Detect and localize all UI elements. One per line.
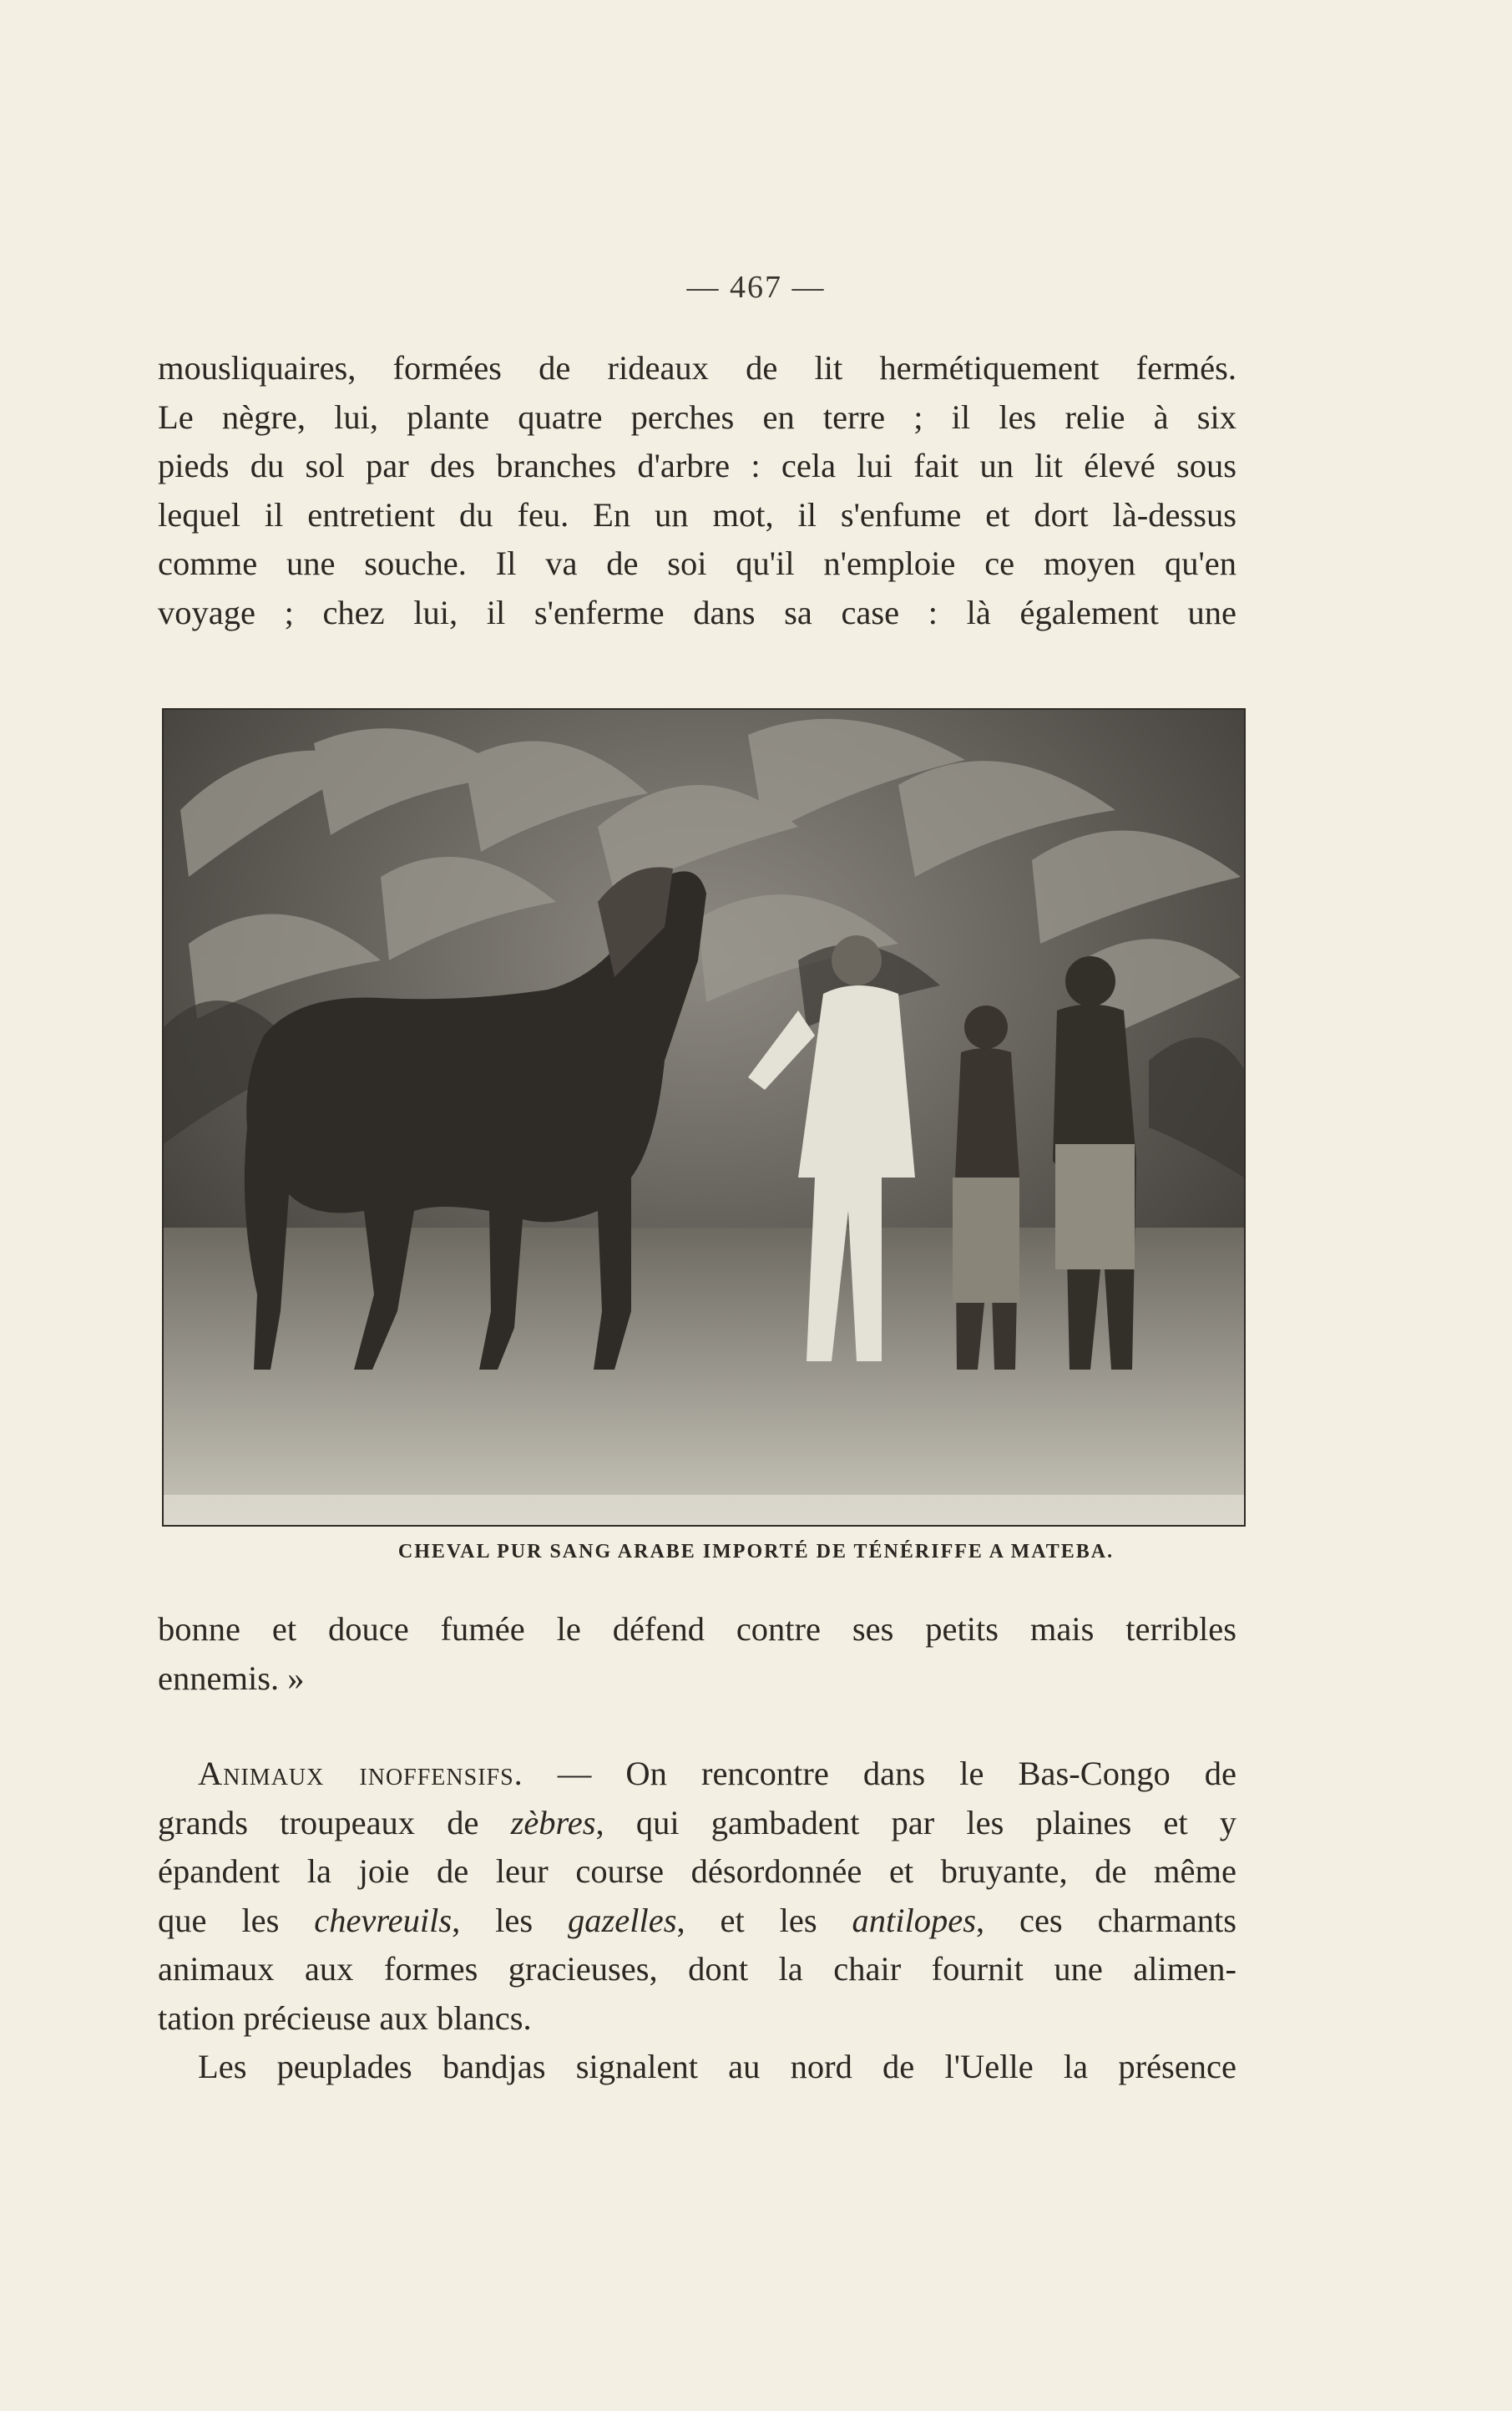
middle-paragraph: [158, 1605, 1236, 1703]
text-line: Les peuplades bandjas signalent au nord de l'Uelle la présence: [198, 2048, 1236, 2085]
text-line: [158, 1897, 1236, 1946]
text-line: lequel il entretient du feu. En un mot, il s'enfume et dort là-dessus: [158, 495, 1236, 534]
term-gazelles: gazelles: [568, 1901, 677, 1939]
text-line: [158, 1799, 1236, 1848]
photo-caption: CHEVAL PUR SANG ARABE IMPORTÉ DE TÉNÉRIFFE A MATEBA.: [397, 1541, 1115, 1563]
photo-illustration: [164, 710, 1244, 1525]
text-line: Le nègre, lui, plante quatre perches en terre ; il les relie à six: [158, 398, 1236, 436]
text-fragment: grands troupeaux de: [158, 1803, 511, 1841]
page-number: — 467 —: [686, 270, 826, 305]
text-line: [158, 1750, 1236, 1799]
text-fragment: On rencontre dans le Bas-Congo de: [625, 1755, 1237, 1792]
term-antilopes: antilopes: [852, 1901, 976, 1939]
text-fragment: , les: [452, 1901, 569, 1939]
photo-border-fade: [164, 1495, 1244, 1525]
section-heading: Animaux inoffensifs.: [198, 1755, 523, 1792]
text-fragment: , et les: [676, 1901, 852, 1939]
term-chevreuils: chevreuils: [314, 1901, 453, 1939]
text-fragment: , qui gambadent par les plaines et y: [595, 1803, 1236, 1841]
text-line: animaux aux formes gracieuses, dont la chair fournit une alimen-: [158, 1950, 1236, 1988]
text-fragment: que les: [158, 1901, 315, 1939]
top-paragraph: [158, 344, 1236, 637]
horse-photograph: [162, 708, 1246, 1527]
text-line: voyage ; chez lui, il s'enferme dans sa case : là également une: [158, 593, 1236, 631]
text-line: ennemis. »: [158, 1659, 305, 1697]
text-line: bonne et douce fumée le défend contre ses petits mais terribles: [158, 1610, 1236, 1648]
text-fragment: , ces charmants: [975, 1901, 1236, 1939]
text-line: épandent la joie de leur course désordonnée et bruyante, de même: [158, 1852, 1236, 1890]
text-line: comme une souche. Il va de soi qu'il n'emploie ce moyen qu'en: [158, 545, 1236, 582]
term-zebres: zèbres: [510, 1803, 596, 1841]
text-line: pieds du sol par des branches d'arbre : cela lui fait un lit élevé sous: [158, 447, 1236, 484]
section-paragraph: [158, 1750, 1236, 2092]
heading-dash: —: [523, 1755, 626, 1792]
text-line: mousliquaires, formées de rideaux de lit hermétiquement fermés.: [158, 349, 1236, 387]
text-line: tation précieuse aux blancs.: [158, 1998, 532, 2037]
